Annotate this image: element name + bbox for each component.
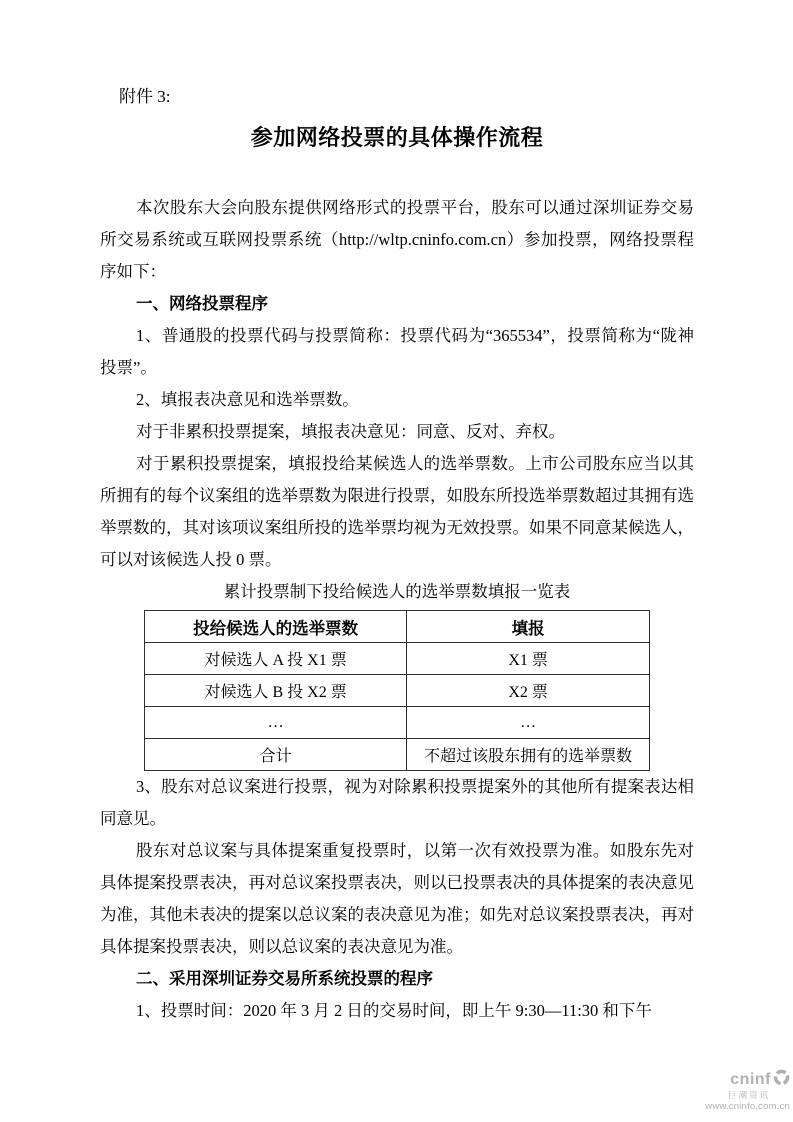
document-content bbox=[100, 86, 694, 1027]
table-row bbox=[145, 675, 650, 707]
table-cell: 不超过该股东拥有的选举票数 bbox=[407, 739, 650, 771]
section-1-heading: 一、网络投票程序 bbox=[136, 294, 268, 313]
cninfo-website-text: www.cninfo.com.cn bbox=[705, 1100, 790, 1112]
table-cell: 合计 bbox=[145, 739, 407, 771]
cninfo-swirl-icon bbox=[773, 1069, 790, 1090]
intro-paragraph: 本次股东大会向股东提供网络形式的投票平台，股东可以通过深圳证券交易所交易系统或互联网投票系统（http://wltp.cninfo.com.cn）参加投票，网络投票程序如下： bbox=[100, 198, 694, 281]
section-1-paragraph-3: 对于非累积投票提案，填报表决意见：同意、反对、弃权。 bbox=[136, 422, 565, 441]
cumulative-voting-table bbox=[144, 610, 650, 771]
table-cell: 对候选人 B 投 X2 票 bbox=[145, 675, 407, 707]
section-2-paragraph-1: 1、投票时间：2020 年 3 月 2 日的交易时间，即上午 9:30—11:30 和下午 bbox=[136, 1001, 652, 1020]
table-row bbox=[145, 739, 650, 771]
cninfo-logo bbox=[705, 1069, 790, 1111]
section-1-paragraph-6: 股东对总议案与具体提案重复投票时，以第一次有效投票为准。如股东先对具体提案投票表决，再对总议案投票表决，则以已投票表决的具体提案的表决意见为准，其他未表决的提案以总议案的表决意见为准；如先对总议案投票表决，再对具体提案投票表决，则以总议案的表决意见为准。 bbox=[100, 841, 694, 956]
cninfo-wordmark: cninf bbox=[730, 1070, 771, 1088]
section-1-paragraph-1: 1、普通股的投票代码与投票简称：投票代码为“365534”，投票简称为“陇神投票”。 bbox=[100, 326, 694, 377]
section-1-paragraph-5: 3、股东对总议案进行投票，视为对除累积投票提案外的其他所有提案表达相同意见。 bbox=[100, 777, 694, 828]
table-row bbox=[145, 707, 650, 739]
table-cell: X2 票 bbox=[407, 675, 650, 707]
voting-table-caption: 累计投票制下投给候选人的选举票数填报一览表 bbox=[223, 582, 571, 601]
table-header-cell-fill: 填报 bbox=[407, 611, 650, 643]
table-cell: 对候选人 A 投 X1 票 bbox=[145, 643, 407, 675]
section-1-paragraph-2: 2、填报表决意见和选举票数。 bbox=[136, 390, 359, 409]
table-header-cell-votes: 投给候选人的选举票数 bbox=[145, 611, 407, 643]
table-cell: … bbox=[145, 707, 407, 739]
cninfo-logo-row bbox=[705, 1069, 790, 1090]
attachment-label: 附件 3: bbox=[119, 87, 171, 106]
page-title: 参加网络投票的具体操作流程 bbox=[250, 125, 544, 150]
section-1-paragraph-4: 对于累积投票提案，填报投给某候选人的选举票数。上市公司股东应当以其所拥有的每个议案组的选举票数为限进行投票，如股东所投选举票数超过其拥有选举票数的，其对该项议案组所投的选举票均视为无效投票。如果不同意某候选人，可以对该候选人投 0 票。 bbox=[100, 454, 694, 569]
table-cell: X1 票 bbox=[407, 643, 650, 675]
section-2-heading: 二、采用深圳证券交易所系统投票的程序 bbox=[136, 969, 433, 988]
table-row bbox=[145, 643, 650, 675]
table-header-row bbox=[145, 611, 650, 643]
cninfo-chinese-name: 巨潮资讯 bbox=[727, 1090, 770, 1100]
table-cell: … bbox=[407, 707, 650, 739]
